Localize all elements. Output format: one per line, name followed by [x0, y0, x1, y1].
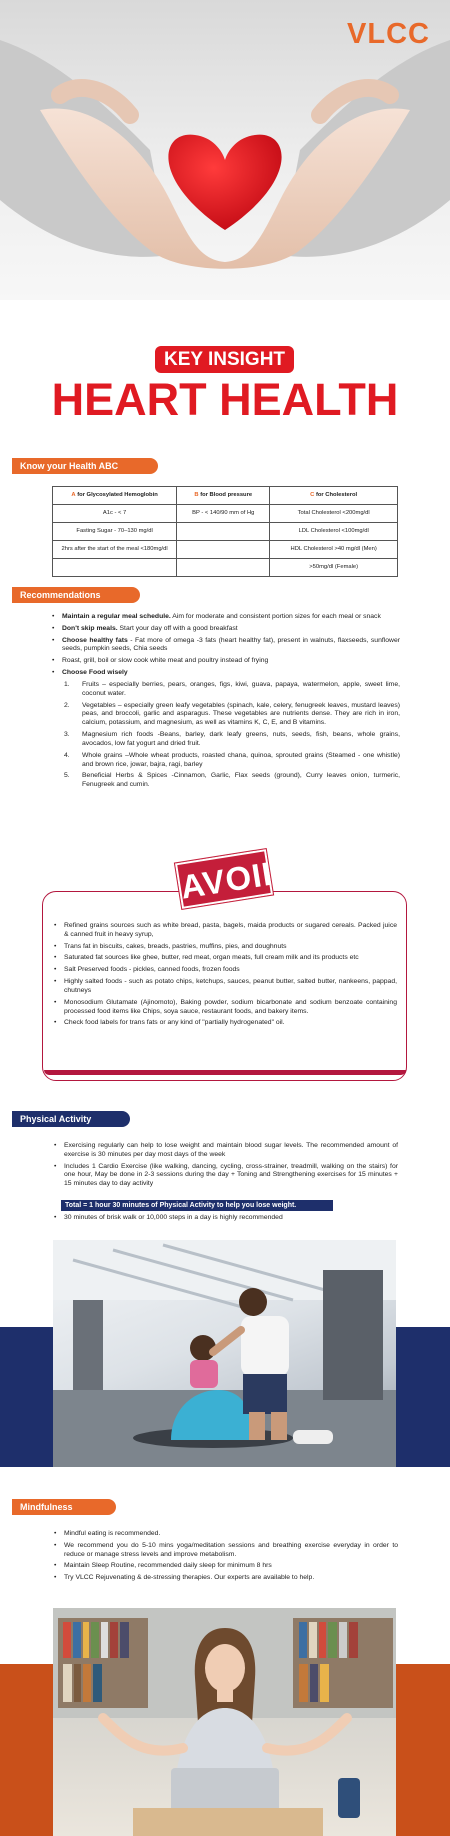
list-item: • Monosodium Glutamate (Ajinomoto), Baking powder, sodium bicarbonate and sodium benzoate containing processed food items like Chips, soya sauce, restaurant foods, and bakery items. — [54, 999, 397, 1017]
list-item: • 30 minutes of brisk walk or 10,000 steps in a day is highly recommended — [54, 1214, 398, 1223]
table-cell: HDL Cholesterol >40 mg/dl (Men) — [270, 541, 398, 559]
table-cell: Total Cholesterol <200mg/dl — [270, 505, 398, 523]
list-item: • Maintain Sleep Routine, recommended daily sleep for minimum 8 hrs — [54, 1562, 398, 1571]
list-item: • Mindful eating is recommended. — [54, 1530, 398, 1539]
hero-image — [0, 0, 450, 300]
exercise-photo — [53, 1240, 396, 1467]
physical-activity-list-end — [54, 1214, 398, 1226]
table-cell: >50mg/dl (Female) — [270, 559, 398, 577]
table-cell: Fasting Sugar - 70–130 mg/dl — [53, 523, 177, 541]
list-item: • Refined grains sources such as white bread, pasta, bagels, maida products or sugared cereals. Packed juice & canned fruit in heavy syrup, — [54, 922, 397, 940]
table-cell: BP - < 140/90 mm of Hg — [177, 505, 270, 523]
list-item: • Check food labels for trans fats or any kind of "partially hydrogenated" oil. — [54, 1019, 397, 1028]
vlcc-logo: VLCC — [347, 18, 430, 50]
table-cell: 2hrs after the start of the meal <180mg/dl — [53, 541, 177, 559]
physical-activity-list — [54, 1142, 398, 1192]
section-label-physical-activity: Physical Activity — [12, 1111, 130, 1127]
health-abc-table — [52, 486, 398, 577]
list-item: • We recommend you do 5-10 mins yoga/meditation sessions and breathing exercise everyday in order to reduce or manage stress levels and improve metabolism. — [54, 1542, 398, 1560]
table-row — [53, 523, 398, 541]
list-item: • Highly salted foods - such as potato chips, ketchups, sauces, peanut butter, salted butter, nankeens, pappad, chutneys — [54, 978, 397, 996]
table-cell: LDL Cholesterol <100mg/dl — [270, 523, 398, 541]
table-cell: A1c - < 7 — [53, 505, 177, 523]
table-row — [53, 559, 398, 577]
food-item: 3. Magnesium rich foods -Beans, barley, dark leafy greens, nuts, seeds, fish, beans, whole grains, avocados, low fat yogurt and dried fruit. — [64, 731, 400, 747]
table-cell — [177, 541, 270, 559]
page-title: HEART HEALTH — [51, 374, 399, 425]
avoid-list — [54, 922, 397, 1031]
list-item: • Exercising regularly can help to lose weight and maintain blood sugar levels. The recommended amount of exercise is 30 minutes per day most days of the week — [54, 1142, 398, 1160]
table-cell — [53, 559, 177, 577]
recommendations-list — [52, 613, 400, 793]
list-item: • Maintain a regular meal schedule. Aim for moderate and consistent portion sizes for each meal or snack — [52, 613, 400, 622]
meditation-photo — [53, 1608, 396, 1836]
list-item: • Salt Preserved foods - pickles, canned foods, frozen foods — [54, 966, 397, 975]
list-item: • Try VLCC Rejuvenating & de-stressing therapies. Our experts are available to help. — [54, 1574, 398, 1583]
list-item: • Don't skip meals. Start your day off with a good breakfast — [52, 625, 400, 634]
meditating-woman-illustration — [53, 1608, 396, 1836]
table-cell — [177, 559, 270, 577]
list-item: • Choose Food wisely 1. Fruits – especially berries, pears, oranges, figs, kiwi, guava, papaya, watermelon, apple, sweet lime, coconut water. 2. Vegetables – especially green leafy vegetables (spinach, kale, celery, fenugreek leaves, mustard leaves) peas, and broccoli, garlic and asparagus. These vegetables are nutrients dense. They are rich in iron, calcium, potassium, and magnesium, as well as vitamins K, C, E, and B vitamins. 3. Magnesium rich foods -Beans, barley, dark leafy greens, nuts, seeds, fish, beans, whole grains, avocados, low fat yogurt and dried fruit. 4. Whole grains –Whole wheat products, roasted chana, quinoa, sprouted grains (Steamed - one whistle) and brown rice, jowar, bajra, ragi, barley 5. Beneficial Herbs & Spices -Cinnamon, Garlic, Flax seeds (ground), Curry leaves onion, turmeric, Fenugreek and cumin. — [52, 669, 400, 790]
section-label-mindfulness: Mindfulness — [12, 1499, 116, 1515]
heart-icon — [168, 135, 281, 230]
table-row — [53, 541, 398, 559]
avoid-stamp: AVOID — [175, 849, 273, 909]
section-label-recommendations: Recommendations — [12, 587, 140, 603]
column-header-a: A for Glycosylated Hemoglobin — [53, 487, 177, 505]
mindfulness-list — [54, 1530, 398, 1586]
food-item: 4. Whole grains –Whole wheat products, roasted chana, quinoa, sprouted grains (Steamed - one whistle) and brown rice, jowar, bajra, ragi, barley — [64, 751, 400, 768]
column-header-c: C for Cholesterol — [270, 487, 398, 505]
section-label-health-abc: Know your Health ABC — [12, 458, 158, 474]
table-row — [53, 505, 398, 523]
food-list — [62, 681, 400, 790]
gym-trainer-illustration — [53, 1240, 396, 1467]
table-cell — [177, 523, 270, 541]
total-activity-highlight: Total = 1 hour 30 minutes of Physical Activity to help you lose weight. — [61, 1200, 333, 1211]
food-item: 1. Fruits – especially berries, pears, oranges, figs, kiwi, guava, papaya, watermelon, apple, sweet lime, coconut water. — [64, 680, 400, 697]
list-item: • Trans fat in biscuits, cakes, breads, pastries, muffins, pies, and doughnuts — [54, 943, 397, 952]
food-item: 5. Beneficial Herbs & Spices -Cinnamon, Garlic, Flax seeds (ground), Curry leaves onion, turmeric, Fenugreek and cumin. — [64, 772, 400, 789]
key-insight-badge: KEY INSIGHT — [155, 346, 294, 373]
table-header-row — [53, 487, 398, 505]
column-header-b: B for Blood pressure — [177, 487, 270, 505]
food-item: 2. Vegetables – especially green leafy vegetables (spinach, kale, celery, fenugreek leaves, mustard leaves) peas, and broccoli, garlic and asparagus. These vegetables are nutrients dense. They are rich in iron, calcium, potassium, and magnesium, as well as vitamins K, C, E, and B vitamins. — [64, 701, 400, 727]
avoid-box-underline — [44, 1070, 406, 1075]
list-item: • Roast, grill, boil or slow cook white meat and poultry instead of frying — [52, 657, 400, 666]
list-item: • Saturated fat sources like ghee, butter, red meat, organ meats, full cream milk and its products etc — [54, 954, 397, 963]
list-item: • Includes 1 Cardio Exercise (like walking, dancing, cycling, cross-strainer, treadmill, walking on the stairs) for one hour, May be done in 2-3 sessions during the day + Toning and Strengthening exercises for 15 minutes + 15 minutes day to day activity — [54, 1163, 398, 1189]
list-item: • Choose healthy fats - Fat more of omega -3 fats (heart healthy fat), present in walnuts, flaxseeds, sunflower seeds, pumpkin seeds, Chia seeds — [52, 637, 400, 655]
